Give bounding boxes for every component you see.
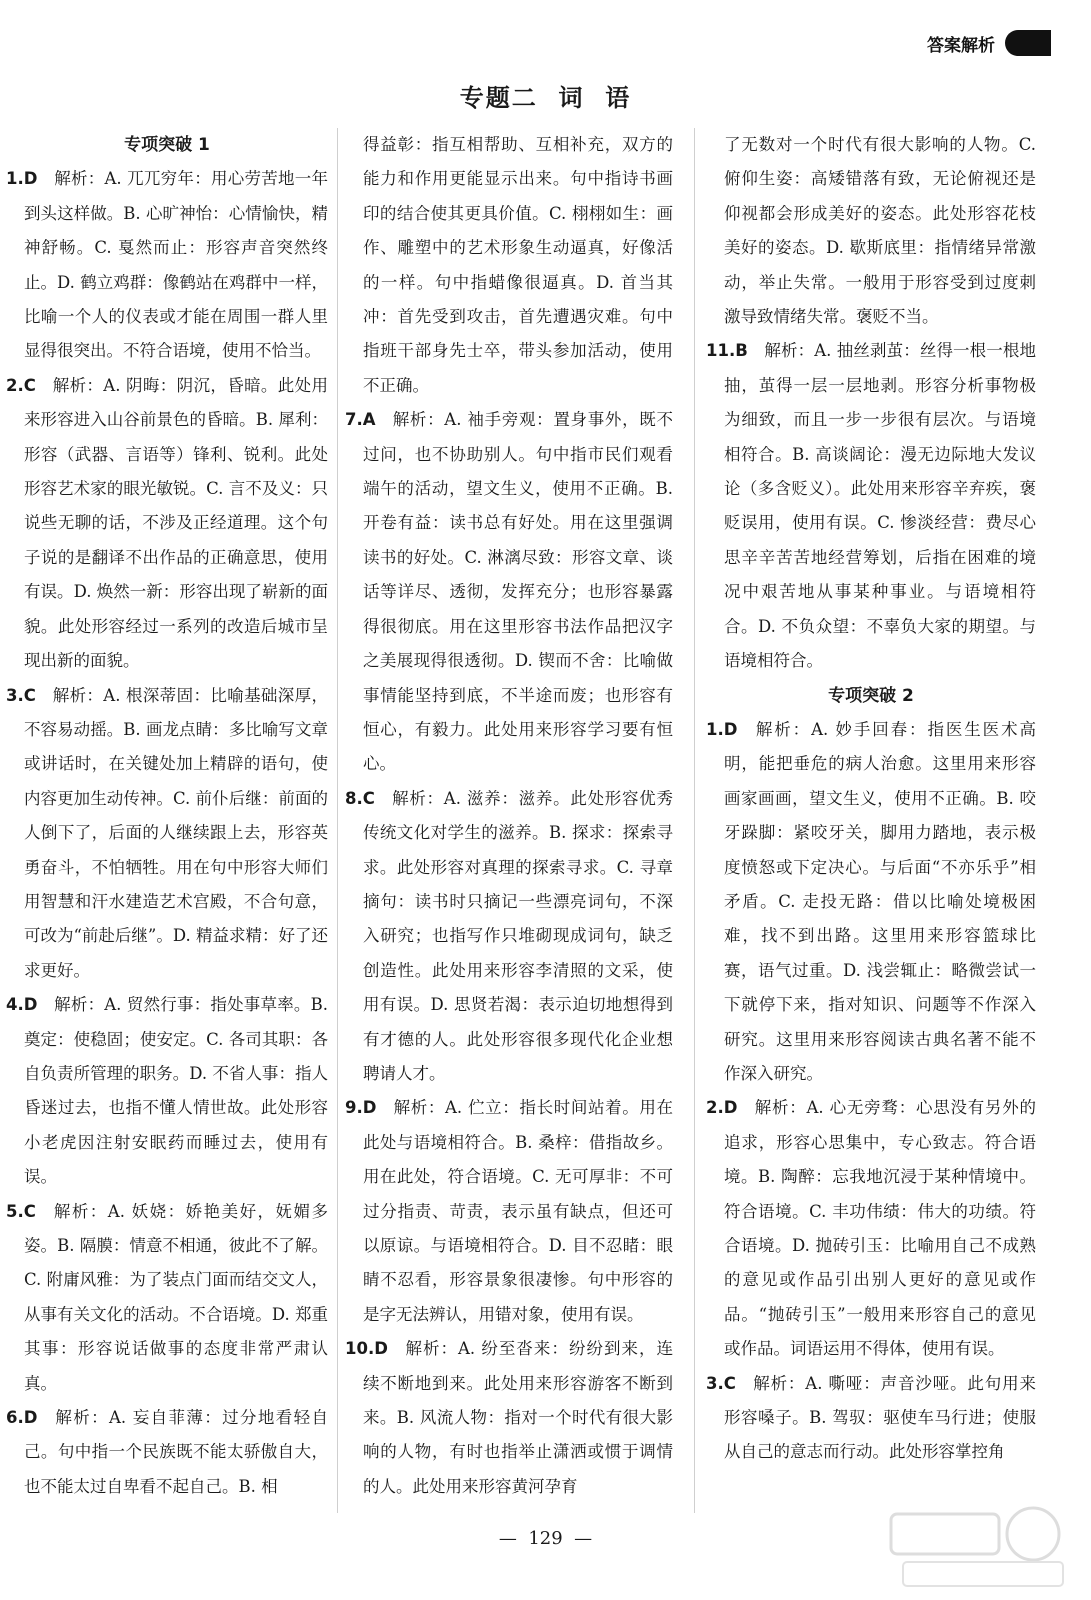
answer-number: 3.C (706, 1373, 736, 1393)
answer-item (6, 162, 328, 368)
page-title: 专题二 词 语 (459, 84, 632, 112)
answer-item (6, 679, 328, 989)
answer-list (6, 162, 328, 1504)
answer-text: 解析：A. 嘶哑：声音沙哑。此句用来形容嗓子。B. 驾驭：驱使车马行进；使服从自己的意志而行动。此处形容掌控角 (724, 1373, 1036, 1462)
answer-item (706, 1091, 1036, 1366)
answer-item (6, 369, 328, 679)
answer-number: 10.D (345, 1339, 388, 1359)
answer-number: 9.D (345, 1098, 377, 1118)
answer-item (706, 334, 1036, 678)
answer-text: 解析：A. 心无旁骛：心思没有另外的追求，形容心思集中，专心致志。符合语境。B. 陶醉：忘我地沉浸于某种情境中。符合语境。C. 丰功伟绩：伟大的功绩。符合语境。D. 抛砖引玉：比喻用自己不成熟的意见或作品引出别人更好的意见或作品。“抛砖引玉”一般用来形容自己的意见或作品。词语运用不得体，使用有误。 (724, 1098, 1036, 1359)
answer-text: 解析：A. 抽丝剥茧：丝得一根一根地抽，茧得一层一层地剥。形容分析事物极为细致，而且一步一步很有层次。与语境相符合。B. 高谈阔论：漫无边际地大发议论（多含贬义）。此处用来形容辛弃疾，褒贬误用，使用有误。C. 惨淡经营：费尽心思辛辛苦苦地经营筹划，后指在困难的境况中艰苦地从事某种事业。与语境相符合。D. 不负众望：不辜负大家的期望。与语境相符合。 (724, 341, 1036, 671)
column-middle (345, 128, 673, 1504)
answer-text: 解析：A. 妙手回春：指医生医术高明，能把垂危的病人治愈。这里用来形容画家画画，望文生义，使用不正确。B. 咬牙跺脚：紧咬牙关，脚用力踏地，表示极度愤怒或下定决心。与后面“不亦乐乎”相矛盾。C. 走投无路：借以比喻处境极困难，找不到出路。这里用来形容篮球比赛，语气过重。D. 浅尝辄止：略微尝试一下就停下来，指对知识、问题等不作深入研究。这里用来形容阅读古典名著不能不作深入研究。 (724, 719, 1036, 1083)
answer-text: 解析：A. 兀兀穷年：用心劳苦地一年到头这样做。B. 心旷神怡：心情愉快，精神舒畅。C. 戛然而止：形容声音突然终止。D. 鹤立鸡群：像鹤站在鸡群中一样，比喻一个人的仪表或才能在周围一群人里显得很突出。不符合语境，使用不恰当。 (24, 169, 328, 361)
column-right (706, 128, 1036, 1470)
answer-number: 6.D (6, 1408, 38, 1428)
answer-number: 5.C (6, 1201, 36, 1221)
answer-list (706, 128, 1036, 679)
answer-number: 2.C (6, 375, 36, 395)
answer-item (706, 128, 1036, 334)
answer-item (706, 1367, 1036, 1470)
answer-item (345, 782, 673, 1092)
answer-list (345, 128, 673, 1504)
answer-text: 解析：A. 袖手旁观：置身事外，既不过问，也不协助别人。句中指市民们观看端午的活动，望文生义，使用不正确。B. 开卷有益：读书总有好处。用在这里强调读书的好处。C. 淋漓尽致：形容文章、谈话等详尽、透彻，发挥充分；也形容暴露得很彻底。用在这里形容书法作品把汉字之美展现得很透彻。D. 锲而不舍：比喻做事情能坚持到底，不半途而废；也形容有恒心，有毅力。此处用来形容学习要有恒心。 (363, 410, 673, 774)
answer-text: 了无数对一个时代有很大影响的人物。C. 俯仰生姿：高矮错落有致，无论俯视还是仰视都会形成美好的姿态。此处形容花枝美好的姿态。D. 歇斯底里：指情绪异常激动，举止失常。一般用于形容受到过度刺激导致情绪失常。褒贬不当。 (724, 135, 1036, 327)
answer-item (706, 713, 1036, 1091)
answer-list (706, 713, 1036, 1470)
answer-item (6, 1401, 328, 1504)
answer-text: 解析：A. 妖娆：娇艳美好，妩媚多姿。B. 隔膜：情意不相通，彼此不了解。C. 附庸风雅：为了装点门面而结交文人，从事有关文化的活动。不合语境。D. 郑重其事：形容说话做事的态度非常严肃认真。 (24, 1201, 328, 1393)
answer-number: 3.C (6, 685, 36, 705)
column-divider (337, 128, 338, 1513)
answer-number: 1.D (6, 169, 38, 189)
header-marker (1005, 30, 1051, 56)
answer-number: 2.D (706, 1098, 738, 1118)
answer-item (6, 1195, 328, 1401)
answer-item (345, 1091, 673, 1332)
header-tab (927, 30, 1051, 56)
answer-item (345, 1332, 673, 1504)
section-heading: 专项突破 2 (828, 685, 914, 706)
answer-text: 解析：A. 伫立：指长时间站着。用在此处与语境相符合。B. 桑梓：借指故乡。用在此处，符合语境。C. 无可厚非：不可过分指责、苛责，表示虽有缺点，但还可以原谅。与语境相符合。D. 目不忍睹：眼睛不忍看，形容景象很凄惨。句中形容的是字无法辨认，用错对象，使用有误。 (363, 1098, 673, 1324)
answer-text: 解析：A. 妄自菲薄：过分地看轻自己。句中指一个民族既不能太骄傲自大，也不能太过自卑看不起自己。B. 相 (24, 1408, 328, 1496)
header-label: 答案解析 (927, 35, 995, 56)
answer-number: 1.D (706, 719, 738, 739)
section-heading: 专项突破 1 (124, 135, 210, 155)
answer-text: 解析：A. 滋养：滋养。此处形容优秀传统文化对学生的滋养。B. 探求：探索寻求。此处形容对真理的探索寻求。C. 寻章摘句：读书时只摘记一些漂亮词句，不深入研究；也指写作只堆砌现成词句，缺乏创造性。此处用来形容李清照的文采，使用有误。D. 思贤若渴：表示迫切地想得到有才德的人。此处形容很多现代化企业想聘请人才。 (363, 788, 673, 1083)
page-number: — 129 — (498, 1528, 593, 1549)
answer-number: 11.B (706, 341, 748, 361)
column-left (6, 128, 328, 1504)
answer-text: 解析：A. 阴晦：阴沉，昏暗。此处用来形容进入山谷前景色的昏暗。B. 犀利：形容（武器、言语等）锋利、锐利。此处形容艺术家的眼光敏锐。C. 言不及义：只说些无聊的话，不涉及正经道理。这个句子说的是翻译不出作品的正确意思，使用有误。D. 焕然一新：形容出现了崭新的面貌。此处形容经过一系列的改造后城市呈现出新的面貌。 (24, 375, 328, 671)
answer-number: 4.D (6, 995, 38, 1015)
answer-item (6, 988, 328, 1194)
column-divider (694, 128, 695, 1513)
answer-text: 解析：A. 根深蒂固：比喻基础深厚，不容易动摇。B. 画龙点睛：多比喻写文章或讲话时，在关键处加上精辟的语句，使内容更加生动传神。C. 前仆后继：前面的人倒下了，后面的人继续跟上去，形容英勇奋斗，不怕牺牲。用在句中形容大师们用智慧和汗水建造艺术宫殿，不合句意，可改为“前赴后继”。D. 精益求精：好了还求更好。 (24, 685, 329, 980)
answer-item (345, 128, 673, 403)
answer-text: 解析：A. 纷至沓来：纷纷到来，连续不断地到来。此处用来形容游客不断到来。B. 风流人物：指对一个时代有很大影响的人物，有时也指举止潇洒或惯于调情的人。此处用来形容黄河孕育 (363, 1339, 673, 1496)
answer-item (345, 403, 673, 781)
answer-number: 8.C (345, 788, 375, 808)
watermark-logo (883, 1500, 1073, 1592)
answer-text: 得益彰：指互相帮助、互相补充，双方的能力和作用更能显示出来。句中指诗书画印的结合使其更具价值。C. 栩栩如生：画作、雕塑中的艺术形象生动逼真，好像活的一样。句中指蜡像很逼真。D. 首当其冲：首先受到攻击，首先遭遇灾难。句中指班干部身先士卒，带头参加活动，使用不正确。 (363, 135, 673, 395)
answer-number: 7.A (345, 410, 376, 430)
answer-text: 解析：A. 贸然行事：指处事草率。B. 奠定：使稳固；使安定。C. 各司其职：各自负责所管理的职务。D. 不省人事：指人昏迷过去，也指不懂人情世故。此处形容小老虎因注射安眠药而睡过去，使用有误。 (24, 995, 328, 1187)
